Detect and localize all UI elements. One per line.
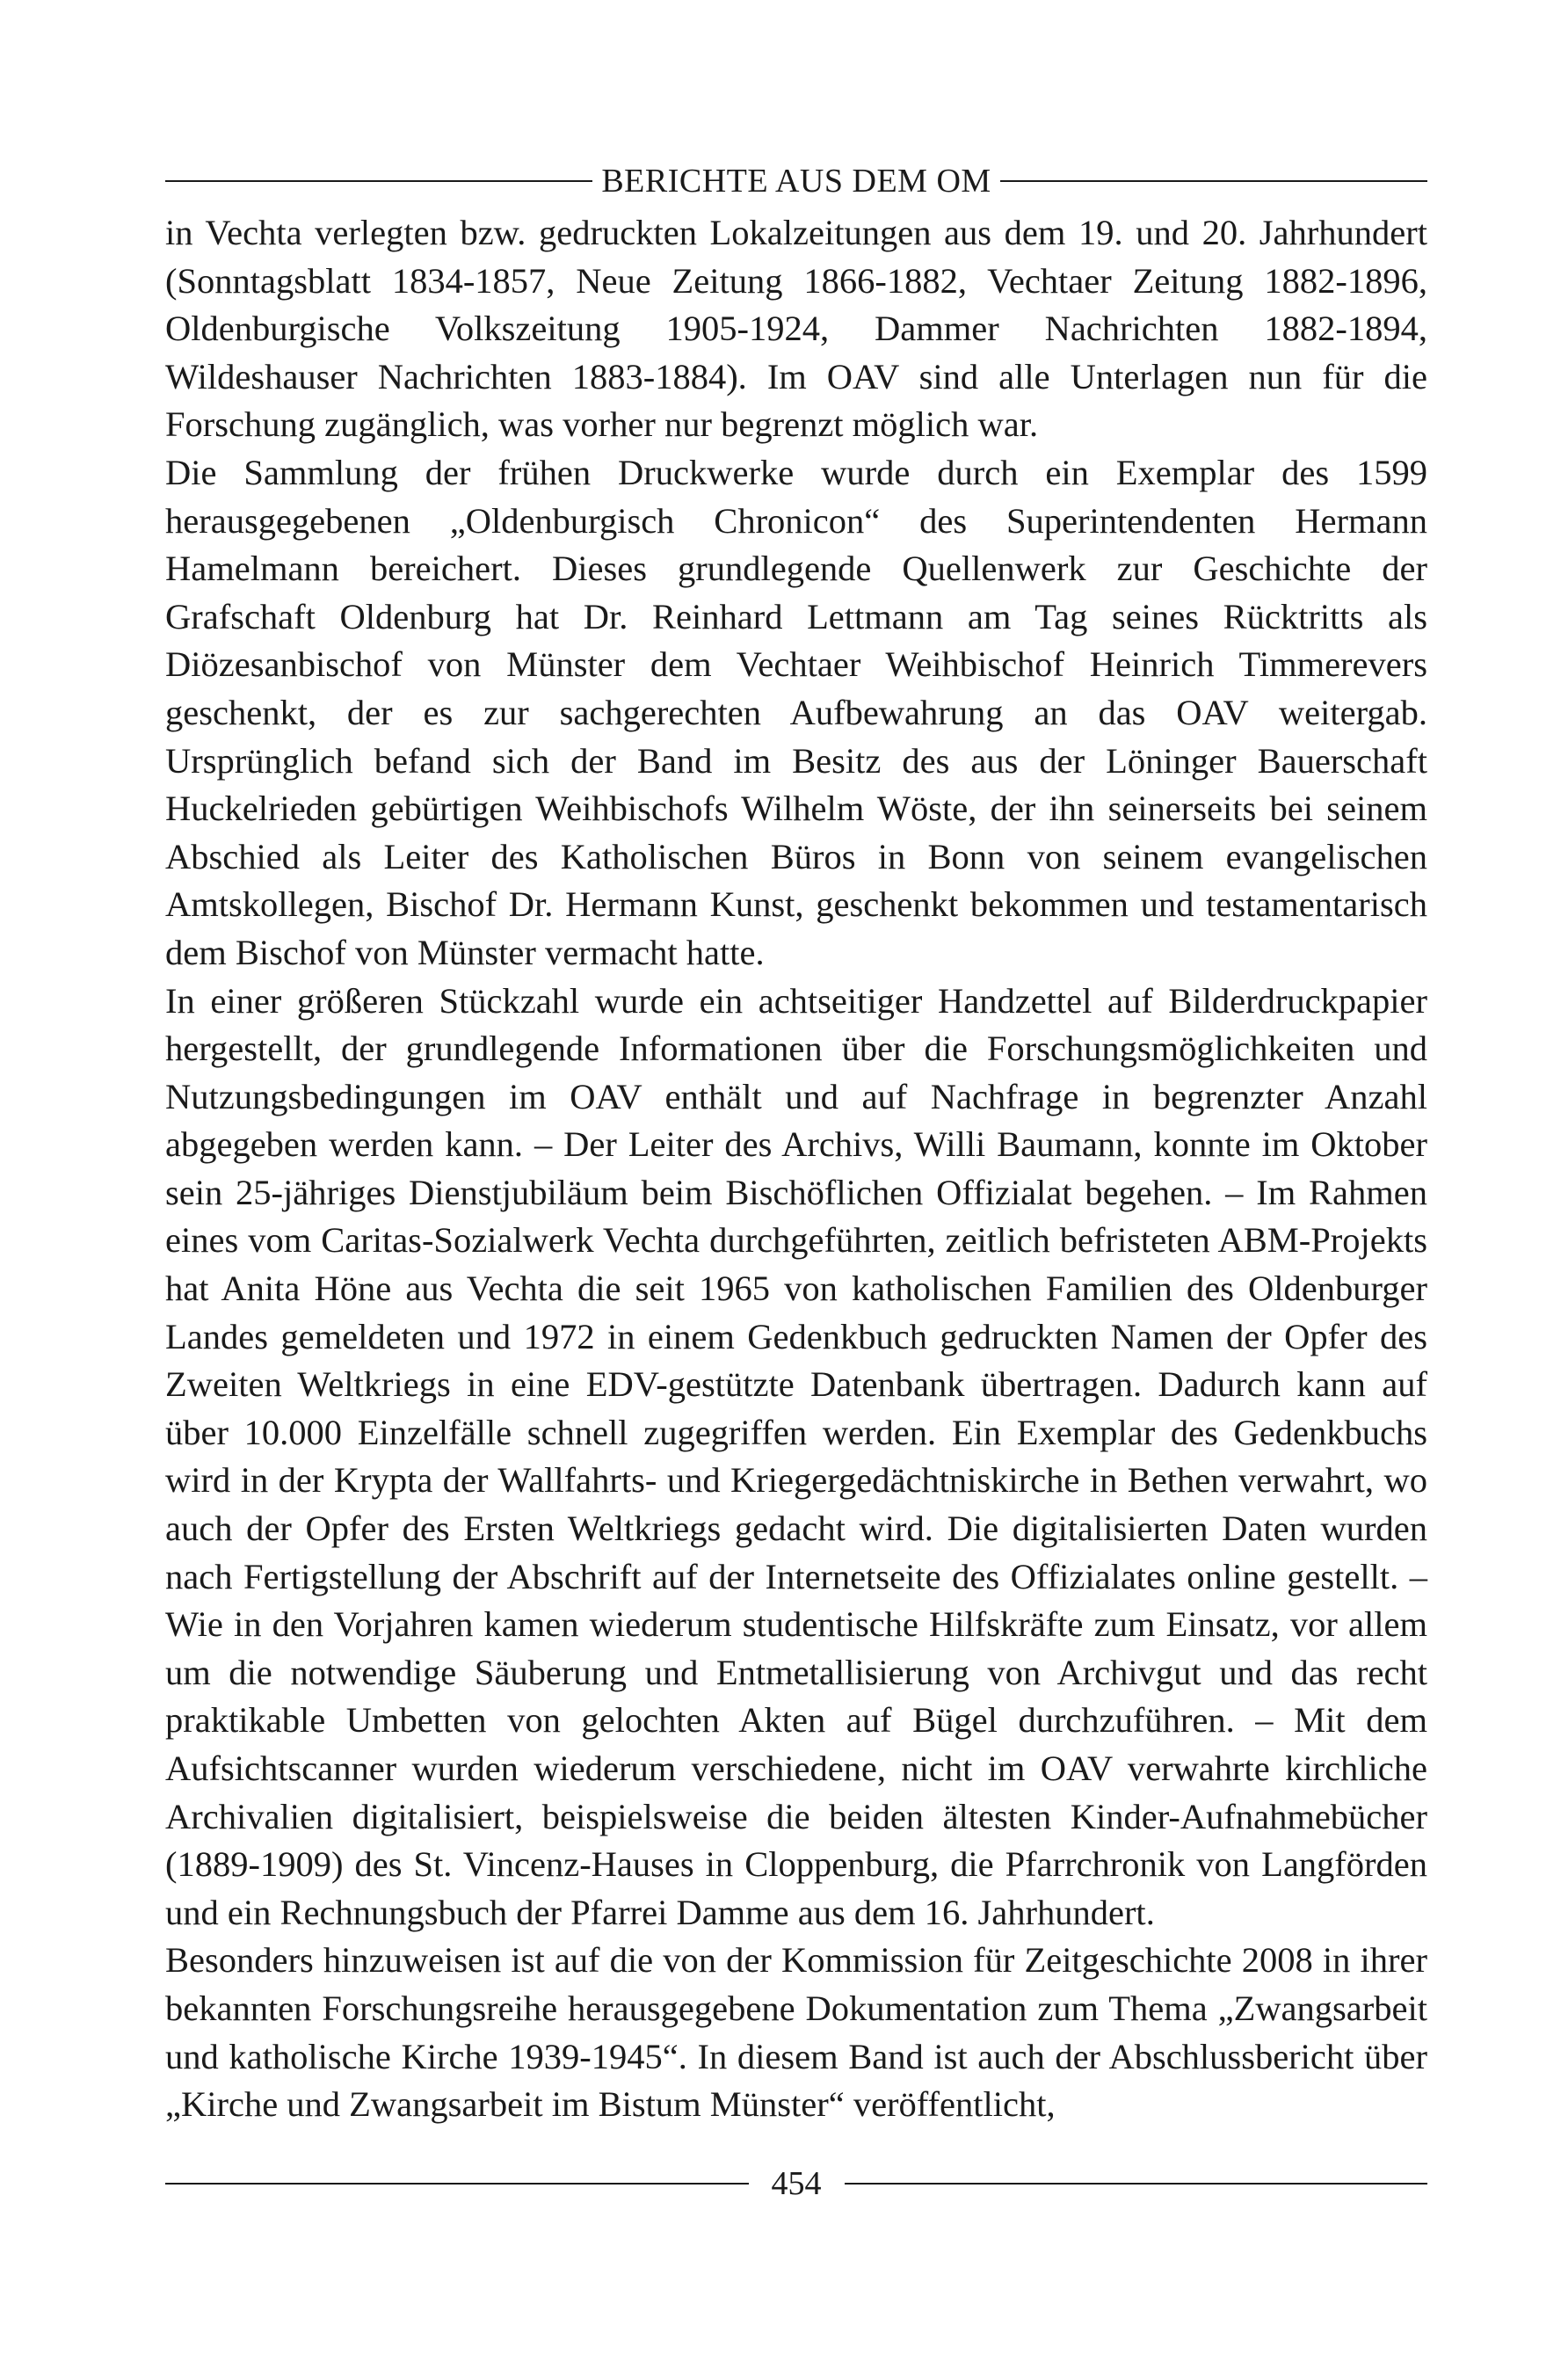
page-footer: [165, 2159, 1427, 2208]
paragraph-3: In einer größeren Stückzahl wurde ein achtseitiger Handzettel auf Bilderdruckpapier hergestellt, der grundlegende Informationen über die Forschungsmöglichkeiten und Nutzungsbedingungen im OAV enthält und auf Nachfrage in begrenzter Anzahl abgegeben werden kann. – Der Leiter des Archivs, Willi Baumann, konnte im Oktober sein 25-jähriges Dienstjubiläum beim Bischöflichen Offizialat begehen. – Im Rahmen eines vom Caritas-Sozialwerk Vechta durchgeführten, zeitlich befristeten ABM-Projekts hat Anita Höne aus Vechta die seit 1965 von katholischen Familien des Oldenburger Landes gemeldeten und 1972 in einem Gedenkbuch gedruckten Namen der Opfer des Zweiten Weltkriegs in eine EDV-gestützte Datenbank übertragen. Dadurch kann auf über 10.000 Einzelfälle schnell zugegriffen werden. Ein Exemplar des Gedenkbuchs wird in der Krypta der Wallfahrts- und Kriegergedächtniskirche in Bethen verwahrt, wo auch der Opfer des Ersten Weltkriegs gedacht wird. Die digitalisierten Daten wurden nach Fertigstellung der Abschrift auf der Internetseite des Offizialates online gestellt. – Wie in den Vorjahren kamen wiederum studentische Hilfskräfte zum Einsatz, vor allem um die notwendige Säuberung und Entmetallisierung von Archivgut und das recht praktikable Umbetten von gelochten Akten auf Bügel durchzuführen. – Mit dem Aufsichtscanner wurden wiederum verschiedene, nicht im OAV verwahrte kirchliche Archivalien digitalisiert, beispielsweise die beiden ältesten Kinder-Aufnahmebücher (1889-1909) des St. Vincenz-Hauses in Cloppenburg, die Pfarrchronik von Langförden und ein Rechnungsbuch der Pfarrei Damme aus dem 16. Jahrhundert.: [165, 980, 1427, 1932]
running-header: [165, 156, 1427, 206]
document-page: [165, 156, 1427, 2129]
header-rule-right: [1000, 180, 1427, 182]
paragraph-4: Besonders hinzuweisen ist auf die von der Kommission für Zeitgeschichte 2008 in ihrer bekannten Forschungsreihe herausgegebene Dokumentation zum Thema „Zwangsarbeit und katholische Kirche 1939-1945“. In diesem Band ist auch der Abschlussbericht über „Kirche und Zwangsarbeit im Bistum Münster“ veröffentlicht,: [165, 1940, 1427, 2125]
running-title: BERICHTE AUS DEM OM: [601, 163, 991, 200]
paragraph-2: Die Sammlung der frühen Druckwerke wurde durch ein Exemplar des 1599 herausgegebenen „Oldenburgisch Chronicon“ des Superintendenten Hermann Hamelmann bereichert. Dieses grundlegende Quellenwerk zur Geschichte der Grafschaft Oldenburg hat Dr. Reinhard Lettmann am Tag seines Rücktritts als Diözesanbischof von Münster dem Vechtaer Weihbischof Heinrich Timmerevers geschenkt, der es zur sachgerechten Aufbewahrung an das OAV weitergab. Ursprünglich befand sich der Band im Besitz des aus der Löninger Bauerschaft Huckelrieden gebürtigen Weihbischofs Wilhelm Wöste, der ihn seinerseits bei seinem Abschied als Leiter des Katholischen Büros in Bonn von seinem evangelischen Amtskollegen, Bischof Dr. Hermann Kunst, geschenkt bekommen und testamentarisch dem Bischof von Münster vermacht hatte.: [165, 452, 1427, 972]
page-number: 454: [771, 2165, 822, 2202]
footer-rule-right: [845, 2183, 1428, 2185]
footer-rule-left: [165, 2183, 749, 2185]
paragraph-1: in Vechta verlegten bzw. gedruckten Lokalzeitungen aus dem 19. und 20. Jahrhundert (Sonntagsblatt 1834-1857, Neue Zeitung 1866-1882, Vechtaer Zeitung 1882-1896, Oldenburgische Volkszeitung 1905-1924, Dammer Nachrichten 1882-1894, Wildeshauser Nachrichten 1883-1884). Im OAV sind alle Unterlagen nun für die Forschung zugänglich, was vorher nur begrenzt möglich war.: [165, 213, 1427, 445]
header-rule-left: [165, 180, 592, 182]
body-text: [165, 209, 1427, 2129]
